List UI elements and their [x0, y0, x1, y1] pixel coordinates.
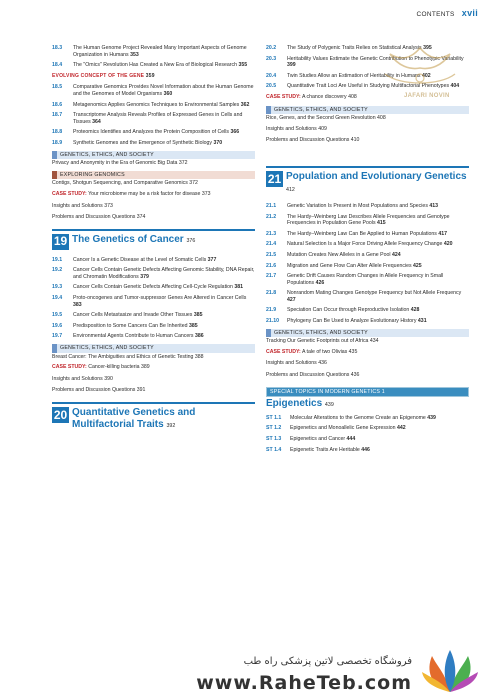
toc-entry[interactable]: 21.4 Natural Selection Is a Major Force Driving Allele Frequency Change 420 [266, 241, 453, 248]
problems-entry[interactable]: Problems and Discussion Questions 436 [266, 372, 360, 379]
toc-entries-st1 [266, 415, 469, 453]
exploring-genomics-heading: EXPLORING GENOMICS [52, 171, 255, 180]
running-header [417, 8, 478, 18]
insights-entry[interactable]: Insights and Solutions 436 [266, 360, 327, 367]
chapter-number-badge: 19 [53, 234, 68, 249]
toc-entry[interactable]: 18.6 Metagenomics Applies Genomics Techniques to Environmental Samples 362 [52, 101, 250, 108]
toc-left-column [52, 45, 255, 439]
toc-entry[interactable]: 19.3 Cancer Cells Contain Genetic Defects Affecting Cell-Cycle Regulation 381 [52, 284, 244, 291]
ethics-box-entry[interactable]: Tracking Our Genetic Footprints out of Africa 434 [266, 338, 379, 345]
toc-entry[interactable]: 20.5 Quantitative Trait Loci Are Useful in Studying Multifactorial Phenotypes 404 [266, 83, 460, 90]
footer-persian-text: فروشگاه تخصصی لاتین پزشکی راه طب [243, 656, 412, 667]
publisher-watermark [370, 40, 470, 120]
toc-entry[interactable]: 21.7 Genetic Drift Causes Random Changes in Allele Frequency in Small Populations 426 [266, 273, 444, 286]
toc-entry[interactable]: 20.3 Heritability Values Estimate the Genetic Contribution to Phenotypic Variability 399 [266, 55, 464, 69]
toc-entry[interactable]: 18.9 Synthetic Genomes and the Emergence of Synthetic Biology 370 [52, 139, 223, 146]
toc-entry[interactable]: 18.8 Proteomics Identifies and Analyzes the Protein Composition of Cells 366 [52, 129, 240, 136]
leaf-logo-icon [420, 648, 480, 694]
toc-entries-21 [266, 203, 469, 325]
toc-entry[interactable]: 18.5 Comparative Genomics Provides Novel Information about the Human Genome and the Genomes of Model Organisms 360 [52, 84, 254, 97]
toc-entry[interactable]: 19.4 Proto-oncogenes and Tumor-suppressor Genes Are Altered in Cancer Cells 383 [52, 295, 247, 308]
toc-entry[interactable]: 21.1 Genetic Variation Is Present in Most Populations and Species 413 [266, 202, 439, 209]
toc-entry[interactable]: 18.3 The Human Genome Project Revealed Many Important Aspects of Genome Organization in Humans 353 [52, 45, 247, 58]
toc-entry[interactable]: 20.4 Twin Studies Allow an Estimation of Heritability in Humans 402 [266, 72, 431, 79]
ornament-icon [370, 40, 470, 100]
toc-entry[interactable]: ST 1.2 Epigenetics and Monoallelic Gene Expression 442 [266, 425, 406, 432]
toc-entry[interactable]: 18.7 Transcriptome Analysis Reveals Profiles of Expressed Genes in Cells and Tissues 364 [52, 112, 243, 125]
evolving-concept-heading[interactable]: EVOLVING CONCEPT OF THE GENE 359 [52, 72, 155, 79]
header-title: CONTENTS [416, 11, 455, 18]
special-topics-bar: SPECIAL TOPICS IN MODERN GENETICS 1 [266, 387, 469, 398]
problems-entry[interactable]: Problems and Discussion Questions 391 [52, 387, 146, 394]
case-study-entry[interactable]: CASE STUDY: A chance discovery 408 [266, 93, 357, 100]
chapter-20-heading[interactable]: 20 Quantitative Genetics and Multifactorial Traits 392 [52, 402, 255, 432]
case-study-entry[interactable]: CASE STUDY: A tale of two Olivias 435 [266, 348, 358, 355]
toc-entry[interactable]: ST 1.1 Molecular Alterations to the Genome Create an Epigenome 439 [266, 414, 436, 421]
chapter-19-heading[interactable]: 19 The Genetics of Cancer 376 [52, 229, 255, 250]
toc-entry[interactable]: 21.10 Phylogeny Can Be Used to Analyze Evolutionary History 431 [266, 318, 427, 325]
exploring-genomics-entry[interactable]: Contigs, Shotgun Sequencing, and Comparative Genomics 372 [52, 180, 198, 187]
toc-entry[interactable]: 20.2 The Study of Polygenic Traits Relies on Statistical Analysis 395 [266, 45, 432, 51]
chapter-21-heading[interactable]: 21 Population and Evolutionary Genetics 412 [266, 166, 469, 196]
toc-entries-18a [52, 45, 255, 69]
ethics-box-entry[interactable]: Privacy and Anonymity in the Era of Genomic Big Data 372 [52, 160, 188, 167]
toc-entry[interactable]: 21.3 The Hardy–Weinberg Law Can Be Applied to Human Populations 417 [266, 230, 447, 237]
footer-url[interactable]: www.RaheTeb.com [196, 672, 412, 694]
site-footer-banner [0, 642, 500, 700]
toc-entry[interactable]: 21.6 Migration and Gene Flow Can Alter Allele Frequencies 425 [266, 262, 422, 269]
chapter-title: Population and Evolutionary Genetics [286, 170, 467, 182]
toc-entry[interactable]: 21.8 Nonrandom Mating Changes Genotype Frequency but Not Allele Frequency 427 [266, 290, 462, 303]
toc-entry[interactable]: 21.9 Speciation Can Occur through Reproductive Isolation 428 [266, 307, 420, 314]
ethics-box-heading: GENETICS, ETHICS, AND SOCIETY [52, 151, 255, 160]
toc-entry[interactable]: 19.7 Environmental Agents Contribute to Human Cancers 386 [52, 333, 204, 340]
insights-entry[interactable]: Insights and Solutions 373 [52, 202, 113, 209]
toc-entry[interactable]: 19.1 Cancer Is a Genetic Disease at the Level of Somatic Cells 377 [52, 256, 217, 263]
special-topic-title[interactable]: Epigenetics 439 [266, 398, 334, 410]
toc-entry[interactable]: 21.5 Mutation Creates New Alleles in a Gene Pool 424 [266, 251, 401, 258]
toc-entry[interactable]: 19.6 Predisposition to Some Cancers Can Be Inherited 385 [52, 322, 198, 329]
toc-entries-19 [52, 257, 255, 340]
ethics-box-heading: GENETICS, ETHICS, AND SOCIETY [266, 329, 469, 338]
ethics-box-heading: GENETICS, ETHICS, AND SOCIETY [52, 344, 255, 353]
chapter-title: The Genetics of Cancer [72, 233, 184, 245]
toc-entry[interactable]: ST 1.4 Epigenetic Traits Are Heritable 446 [266, 446, 370, 453]
toc-entry[interactable]: 18.4 The "Omics" Revolution Has Created a New Era of Biological Research 355 [52, 62, 248, 69]
case-study-entry[interactable]: CASE STUDY: Cancer-killing bacteria 389 [52, 364, 150, 371]
watermark-text: JAFARI NOVIN [404, 93, 450, 99]
problems-entry[interactable]: Problems and Discussion Questions 374 [52, 214, 146, 221]
toc-entry[interactable]: 19.2 Cancer Cells Contain Genetic Defects Affecting Genomic Stability, DNA Repair, and Chromatin Modifications 379 [52, 267, 255, 280]
toc-entries-18b [52, 84, 255, 146]
ethics-box-heading: GENETICS, ETHICS, AND SOCIETY [266, 106, 469, 115]
ethics-box-entry[interactable]: Breast Cancer: The Ambiguities and Ethics of Genetic Testing 388 [52, 353, 204, 360]
toc-entry[interactable]: 21.2 The Hardy–Weinberg Law Describes Allele Frequencies and Genotype Frequencies in Population Gene Pools 415 [266, 213, 450, 227]
insights-entry[interactable]: Insights and Solutions 409 [266, 125, 327, 132]
page-number: xvii [461, 8, 478, 18]
toc-entry[interactable]: 19.5 Cancer Cells Metastasize and Invade Other Tissues 385 [52, 312, 203, 319]
insights-entry[interactable]: Insights and Solutions 390 [52, 375, 113, 382]
ethics-box-entry[interactable]: Rice, Genes, and the Second Green Revolution 408 [266, 115, 386, 122]
toc-entry[interactable]: ST 1.3 Epigenetics and Cancer 444 [266, 436, 356, 442]
problems-entry[interactable]: Problems and Discussion Questions 410 [266, 137, 360, 144]
chapter-number-badge: 20 [53, 407, 68, 422]
chapter-title: Quantitative Genetics and Multifactorial Traits [72, 407, 196, 430]
case-study-entry[interactable]: CASE STUDY: Your microbiome may be a risk factor for disease 373 [52, 190, 211, 197]
chapter-number-badge: 21 [267, 171, 282, 186]
